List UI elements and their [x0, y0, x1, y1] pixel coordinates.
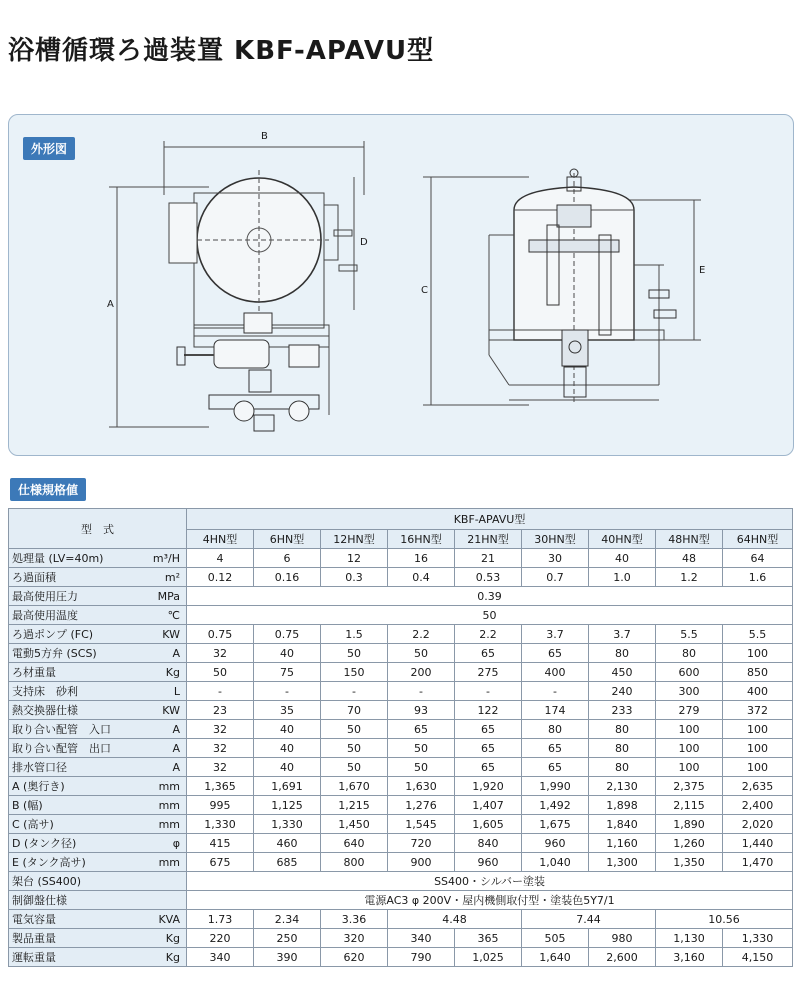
spec-row-unit: KW — [137, 701, 187, 720]
spec-value-cell: 65 — [455, 644, 522, 663]
spec-value-cell: 1,890 — [656, 815, 723, 834]
spec-value-cell: 600 — [656, 663, 723, 682]
spec-value-cell: 2,635 — [723, 777, 793, 796]
spec-row — [9, 796, 793, 815]
spec-row-label: 電動5方弁 (SCS) — [9, 644, 137, 663]
outline-drawing-badge: 外形図 — [23, 137, 75, 160]
spec-value-cell: 50 — [321, 720, 388, 739]
spec-row-unit: A — [137, 644, 187, 663]
spec-row-label: B (幅) — [9, 796, 137, 815]
spec-row-unit — [137, 872, 187, 891]
spec-value-cell: 21 — [455, 549, 522, 568]
spec-row-unit: L — [137, 682, 187, 701]
spec-row — [9, 625, 793, 644]
spec-row-unit: Kg — [137, 663, 187, 682]
spec-value-cell: 65 — [455, 720, 522, 739]
spec-row — [9, 568, 793, 587]
spec-value-cell: 233 — [589, 701, 656, 720]
spec-value-cell: 372 — [723, 701, 793, 720]
spec-row — [9, 948, 793, 967]
spec-value-cell: 174 — [522, 701, 589, 720]
model-header-cell: 21HN型 — [455, 530, 522, 549]
spec-value-cell: 5.5 — [656, 625, 723, 644]
spec-row — [9, 815, 793, 834]
spec-row-label: 最高使用圧力 — [9, 587, 137, 606]
spec-value-cell: 1,215 — [321, 796, 388, 815]
spec-value-cell: 50 — [187, 606, 793, 625]
spec-value-cell: 275 — [455, 663, 522, 682]
spec-value-cell: 4 — [187, 549, 254, 568]
dimension-label-b: B — [261, 131, 268, 142]
spec-value-cell: 7.44 — [522, 910, 656, 929]
spec-value-cell: 1.5 — [321, 625, 388, 644]
spec-value-cell: 1,450 — [321, 815, 388, 834]
dimension-label-a: A — [107, 299, 114, 310]
spec-value-cell: 80 — [589, 739, 656, 758]
spec-row — [9, 720, 793, 739]
spec-value-cell: 70 — [321, 701, 388, 720]
spec-header-row — [9, 509, 793, 530]
spec-row-label: ろ過面積 — [9, 568, 137, 587]
spec-value-cell: 675 — [187, 853, 254, 872]
spec-row-label: 架台 (SS400) — [9, 872, 137, 891]
spec-value-cell: 400 — [522, 663, 589, 682]
spec-value-cell: 1,407 — [455, 796, 522, 815]
spec-value-cell: 2,020 — [723, 815, 793, 834]
spec-row-label: A (奥行き) — [9, 777, 137, 796]
spec-value-cell: 40 — [589, 549, 656, 568]
spec-value-cell: 340 — [388, 929, 455, 948]
spec-row-label: 電気容量 — [9, 910, 137, 929]
spec-row — [9, 644, 793, 663]
spec-value-cell: 40 — [254, 758, 321, 777]
spec-value-cell: 65 — [522, 739, 589, 758]
spec-value-cell: 1,670 — [321, 777, 388, 796]
spec-row-label: ろ過ポンプ (FC) — [9, 625, 137, 644]
spec-value-cell: 960 — [522, 834, 589, 853]
spec-row-unit: MPa — [137, 587, 187, 606]
spec-row-unit: A — [137, 720, 187, 739]
spec-value-cell: - — [321, 682, 388, 701]
spec-value-cell: 1,840 — [589, 815, 656, 834]
dimension-label-c: C — [421, 285, 428, 296]
spec-value-cell: 100 — [656, 739, 723, 758]
spec-value-cell: 2.2 — [455, 625, 522, 644]
spec-value-cell: 100 — [656, 758, 723, 777]
spec-value-cell: 980 — [589, 929, 656, 948]
spec-value-cell: 65 — [455, 758, 522, 777]
spec-value-cell: 93 — [388, 701, 455, 720]
spec-value-cell: 5.5 — [723, 625, 793, 644]
spec-value-cell: 2.34 — [254, 910, 321, 929]
spec-table — [8, 508, 793, 967]
spec-value-cell: 80 — [522, 720, 589, 739]
spec-value-cell: 1,160 — [589, 834, 656, 853]
spec-row — [9, 929, 793, 948]
spec-value-cell: 23 — [187, 701, 254, 720]
spec-value-cell: 240 — [589, 682, 656, 701]
spec-value-cell: 300 — [656, 682, 723, 701]
spec-value-cell: 100 — [656, 720, 723, 739]
spec-value-cell: 1,025 — [455, 948, 522, 967]
spec-value-cell: 320 — [321, 929, 388, 948]
spec-row — [9, 910, 793, 929]
spec-value-cell: - — [522, 682, 589, 701]
spec-row-label: 制御盤仕様 — [9, 891, 137, 910]
spec-row-unit: m³/H — [137, 549, 187, 568]
spec-row-unit: A — [137, 739, 187, 758]
spec-row-unit: φ — [137, 834, 187, 853]
spec-value-cell: 1,330 — [187, 815, 254, 834]
spec-value-cell: 65 — [455, 739, 522, 758]
spec-value-cell: 3.7 — [522, 625, 589, 644]
side-view-drawing — [423, 169, 701, 405]
spec-value-cell: 64 — [723, 549, 793, 568]
spec-value-cell: 0.3 — [321, 568, 388, 587]
spec-row-unit — [137, 891, 187, 910]
spec-value-cell: 2,115 — [656, 796, 723, 815]
spec-value-cell: 3.36 — [321, 910, 388, 929]
spec-row — [9, 739, 793, 758]
spec-value-cell: 1,990 — [522, 777, 589, 796]
spec-value-cell: 1,260 — [656, 834, 723, 853]
spec-row-label: 最高使用温度 — [9, 606, 137, 625]
spec-value-cell: 0.7 — [522, 568, 589, 587]
spec-value-cell: 50 — [321, 758, 388, 777]
spec-row-label: 取り合い配管 入口 — [9, 720, 137, 739]
spec-value-cell: 0.53 — [455, 568, 522, 587]
spec-value-cell: 50 — [388, 758, 455, 777]
spec-value-cell: 1,545 — [388, 815, 455, 834]
spec-value-cell: 0.75 — [187, 625, 254, 644]
spec-value-cell: 32 — [187, 720, 254, 739]
spec-value-cell: 415 — [187, 834, 254, 853]
spec-value-cell: 220 — [187, 929, 254, 948]
spec-row-unit: KW — [137, 625, 187, 644]
spec-row-unit: KVA — [137, 910, 187, 929]
spec-value-cell: 65 — [522, 758, 589, 777]
spec-row-label: 処理量 (LV=40m) — [9, 549, 137, 568]
spec-value-cell: 0.39 — [187, 587, 793, 606]
model-header-cell: 6HN型 — [254, 530, 321, 549]
spec-value-cell: 10.56 — [656, 910, 793, 929]
spec-row — [9, 758, 793, 777]
spec-row-label: 取り合い配管 出口 — [9, 739, 137, 758]
spec-value-cell: 1,365 — [187, 777, 254, 796]
spec-row-unit: mm — [137, 796, 187, 815]
spec-row — [9, 549, 793, 568]
spec-row — [9, 587, 793, 606]
spec-value-cell: 1,492 — [522, 796, 589, 815]
spec-value-cell: 200 — [388, 663, 455, 682]
spec-value-cell: 0.4 — [388, 568, 455, 587]
spec-row-unit: mm — [137, 777, 187, 796]
spec-value-cell: 1,630 — [388, 777, 455, 796]
spec-value-cell: SS400・シルバー塗装 — [187, 872, 793, 891]
spec-value-cell: 1,350 — [656, 853, 723, 872]
spec-value-cell: 1,470 — [723, 853, 793, 872]
spec-row — [9, 853, 793, 872]
dimension-label-d: D — [360, 237, 368, 248]
spec-row — [9, 872, 793, 891]
spec-value-cell: 1,330 — [254, 815, 321, 834]
spec-value-cell: 100 — [723, 720, 793, 739]
spec-row-label: 支持床 砂利 — [9, 682, 137, 701]
spec-value-cell: 1.6 — [723, 568, 793, 587]
spec-value-cell: 100 — [723, 739, 793, 758]
spec-value-cell: 620 — [321, 948, 388, 967]
spec-row-unit: m² — [137, 568, 187, 587]
spec-value-cell: 1.0 — [589, 568, 656, 587]
spec-value-cell: 1,276 — [388, 796, 455, 815]
spec-row-label: ろ材重量 — [9, 663, 137, 682]
spec-value-cell: 2,375 — [656, 777, 723, 796]
spec-row — [9, 663, 793, 682]
spec-value-cell: - — [187, 682, 254, 701]
model-header-cell: 16HN型 — [388, 530, 455, 549]
spec-row-label: D (タンク径) — [9, 834, 137, 853]
spec-value-cell: 16 — [388, 549, 455, 568]
spec-row-label: 運転重量 — [9, 948, 137, 967]
spec-value-cell: 960 — [455, 853, 522, 872]
spec-row-label: 排水管口径 — [9, 758, 137, 777]
spec-value-cell: 685 — [254, 853, 321, 872]
spec-value-cell: 50 — [388, 739, 455, 758]
spec-value-cell: 40 — [254, 644, 321, 663]
spec-row-unit: mm — [137, 815, 187, 834]
front-view-drawing — [109, 141, 364, 431]
type-header-cell: 型 式 — [9, 509, 187, 549]
spec-value-cell: 340 — [187, 948, 254, 967]
spec-row-label: 製品重量 — [9, 929, 137, 948]
spec-row — [9, 682, 793, 701]
spec-value-cell: 2.2 — [388, 625, 455, 644]
spec-value-cell: 790 — [388, 948, 455, 967]
spec-value-cell: 250 — [254, 929, 321, 948]
spec-table-badge: 仕様規格値 — [10, 478, 86, 501]
spec-value-cell: 80 — [589, 720, 656, 739]
spec-value-cell: 75 — [254, 663, 321, 682]
spec-value-cell: 32 — [187, 644, 254, 663]
spec-value-cell: 995 — [187, 796, 254, 815]
spec-value-cell: 460 — [254, 834, 321, 853]
spec-value-cell: 12 — [321, 549, 388, 568]
spec-value-cell: 1,130 — [656, 929, 723, 948]
spec-value-cell: 720 — [388, 834, 455, 853]
spec-value-cell: 50 — [388, 644, 455, 663]
model-header-cell: 64HN型 — [723, 530, 793, 549]
spec-row-label: E (タンク高サ) — [9, 853, 137, 872]
spec-value-cell: 1,675 — [522, 815, 589, 834]
spec-value-cell: 65 — [522, 644, 589, 663]
spec-row — [9, 891, 793, 910]
spec-row — [9, 777, 793, 796]
model-header-cell: 12HN型 — [321, 530, 388, 549]
model-header-cell: 30HN型 — [522, 530, 589, 549]
spec-value-cell: 1.73 — [187, 910, 254, 929]
spec-value-cell: 4.48 — [388, 910, 522, 929]
spec-value-cell: 365 — [455, 929, 522, 948]
spec-value-cell: 1,040 — [522, 853, 589, 872]
spec-value-cell: 1.2 — [656, 568, 723, 587]
spec-value-cell: 65 — [388, 720, 455, 739]
spec-value-cell: 1,440 — [723, 834, 793, 853]
page-title: 浴槽循環ろ過装置 KBF-APAVU型 — [8, 36, 435, 66]
spec-value-cell: 900 — [388, 853, 455, 872]
spec-value-cell: 400 — [723, 682, 793, 701]
spec-value-cell: 1,125 — [254, 796, 321, 815]
spec-value-cell: 48 — [656, 549, 723, 568]
spec-value-cell: 640 — [321, 834, 388, 853]
spec-value-cell: 6 — [254, 549, 321, 568]
spec-value-cell: 0.16 — [254, 568, 321, 587]
spec-value-cell: 80 — [589, 758, 656, 777]
spec-value-cell: 3.7 — [589, 625, 656, 644]
spec-value-cell: 32 — [187, 739, 254, 758]
model-header-cell: 4HN型 — [187, 530, 254, 549]
spec-value-cell: 279 — [656, 701, 723, 720]
spec-value-cell: 4,150 — [723, 948, 793, 967]
outline-drawing-panel — [8, 114, 794, 456]
spec-value-cell: 390 — [254, 948, 321, 967]
spec-value-cell: 1,640 — [522, 948, 589, 967]
spec-value-cell: 1,691 — [254, 777, 321, 796]
spec-value-cell: 32 — [187, 758, 254, 777]
spec-value-cell: 35 — [254, 701, 321, 720]
spec-value-cell: 40 — [254, 720, 321, 739]
spec-value-cell: 150 — [321, 663, 388, 682]
spec-row-unit: Kg — [137, 948, 187, 967]
spec-value-cell: 1,605 — [455, 815, 522, 834]
spec-value-cell: 1,898 — [589, 796, 656, 815]
spec-value-cell: 100 — [723, 758, 793, 777]
spec-row-label: C (高サ) — [9, 815, 137, 834]
spec-value-cell: 80 — [656, 644, 723, 663]
spec-value-cell: - — [254, 682, 321, 701]
spec-value-cell: 100 — [723, 644, 793, 663]
spec-value-cell: 電源AC3 φ 200V・屋内機側取付型・塗装色5Y7/1 — [187, 891, 793, 910]
spec-row-label: 熱交換器仕様 — [9, 701, 137, 720]
spec-value-cell: 30 — [522, 549, 589, 568]
spec-row — [9, 834, 793, 853]
spec-value-cell: 50 — [321, 739, 388, 758]
spec-value-cell: 50 — [187, 663, 254, 682]
model-header-cell: 48HN型 — [656, 530, 723, 549]
spec-value-cell: 50 — [321, 644, 388, 663]
spec-value-cell: 800 — [321, 853, 388, 872]
model-header-cell: 40HN型 — [589, 530, 656, 549]
spec-value-cell: 0.12 — [187, 568, 254, 587]
spec-value-cell: 2,400 — [723, 796, 793, 815]
spec-value-cell: 1,300 — [589, 853, 656, 872]
spec-value-cell: - — [388, 682, 455, 701]
dimension-label-e: E — [699, 265, 706, 276]
spec-value-cell: 1,920 — [455, 777, 522, 796]
spec-value-cell: 2,600 — [589, 948, 656, 967]
spec-row-unit: A — [137, 758, 187, 777]
spec-value-cell: 505 — [522, 929, 589, 948]
spec-row-unit: Kg — [137, 929, 187, 948]
spec-row-unit: ℃ — [137, 606, 187, 625]
spec-row — [9, 606, 793, 625]
spec-value-cell: 1,330 — [723, 929, 793, 948]
spec-value-cell: 850 — [723, 663, 793, 682]
outline-drawing — [9, 115, 793, 455]
spec-row — [9, 701, 793, 720]
spec-value-cell: 0.75 — [254, 625, 321, 644]
spec-value-cell: 122 — [455, 701, 522, 720]
series-header-cell: KBF-APAVU型 — [187, 509, 793, 530]
spec-value-cell: - — [455, 682, 522, 701]
spec-value-cell: 840 — [455, 834, 522, 853]
spec-value-cell: 450 — [589, 663, 656, 682]
spec-value-cell: 80 — [589, 644, 656, 663]
spec-value-cell: 3,160 — [656, 948, 723, 967]
spec-row-unit: mm — [137, 853, 187, 872]
spec-value-cell: 2,130 — [589, 777, 656, 796]
spec-value-cell: 40 — [254, 739, 321, 758]
